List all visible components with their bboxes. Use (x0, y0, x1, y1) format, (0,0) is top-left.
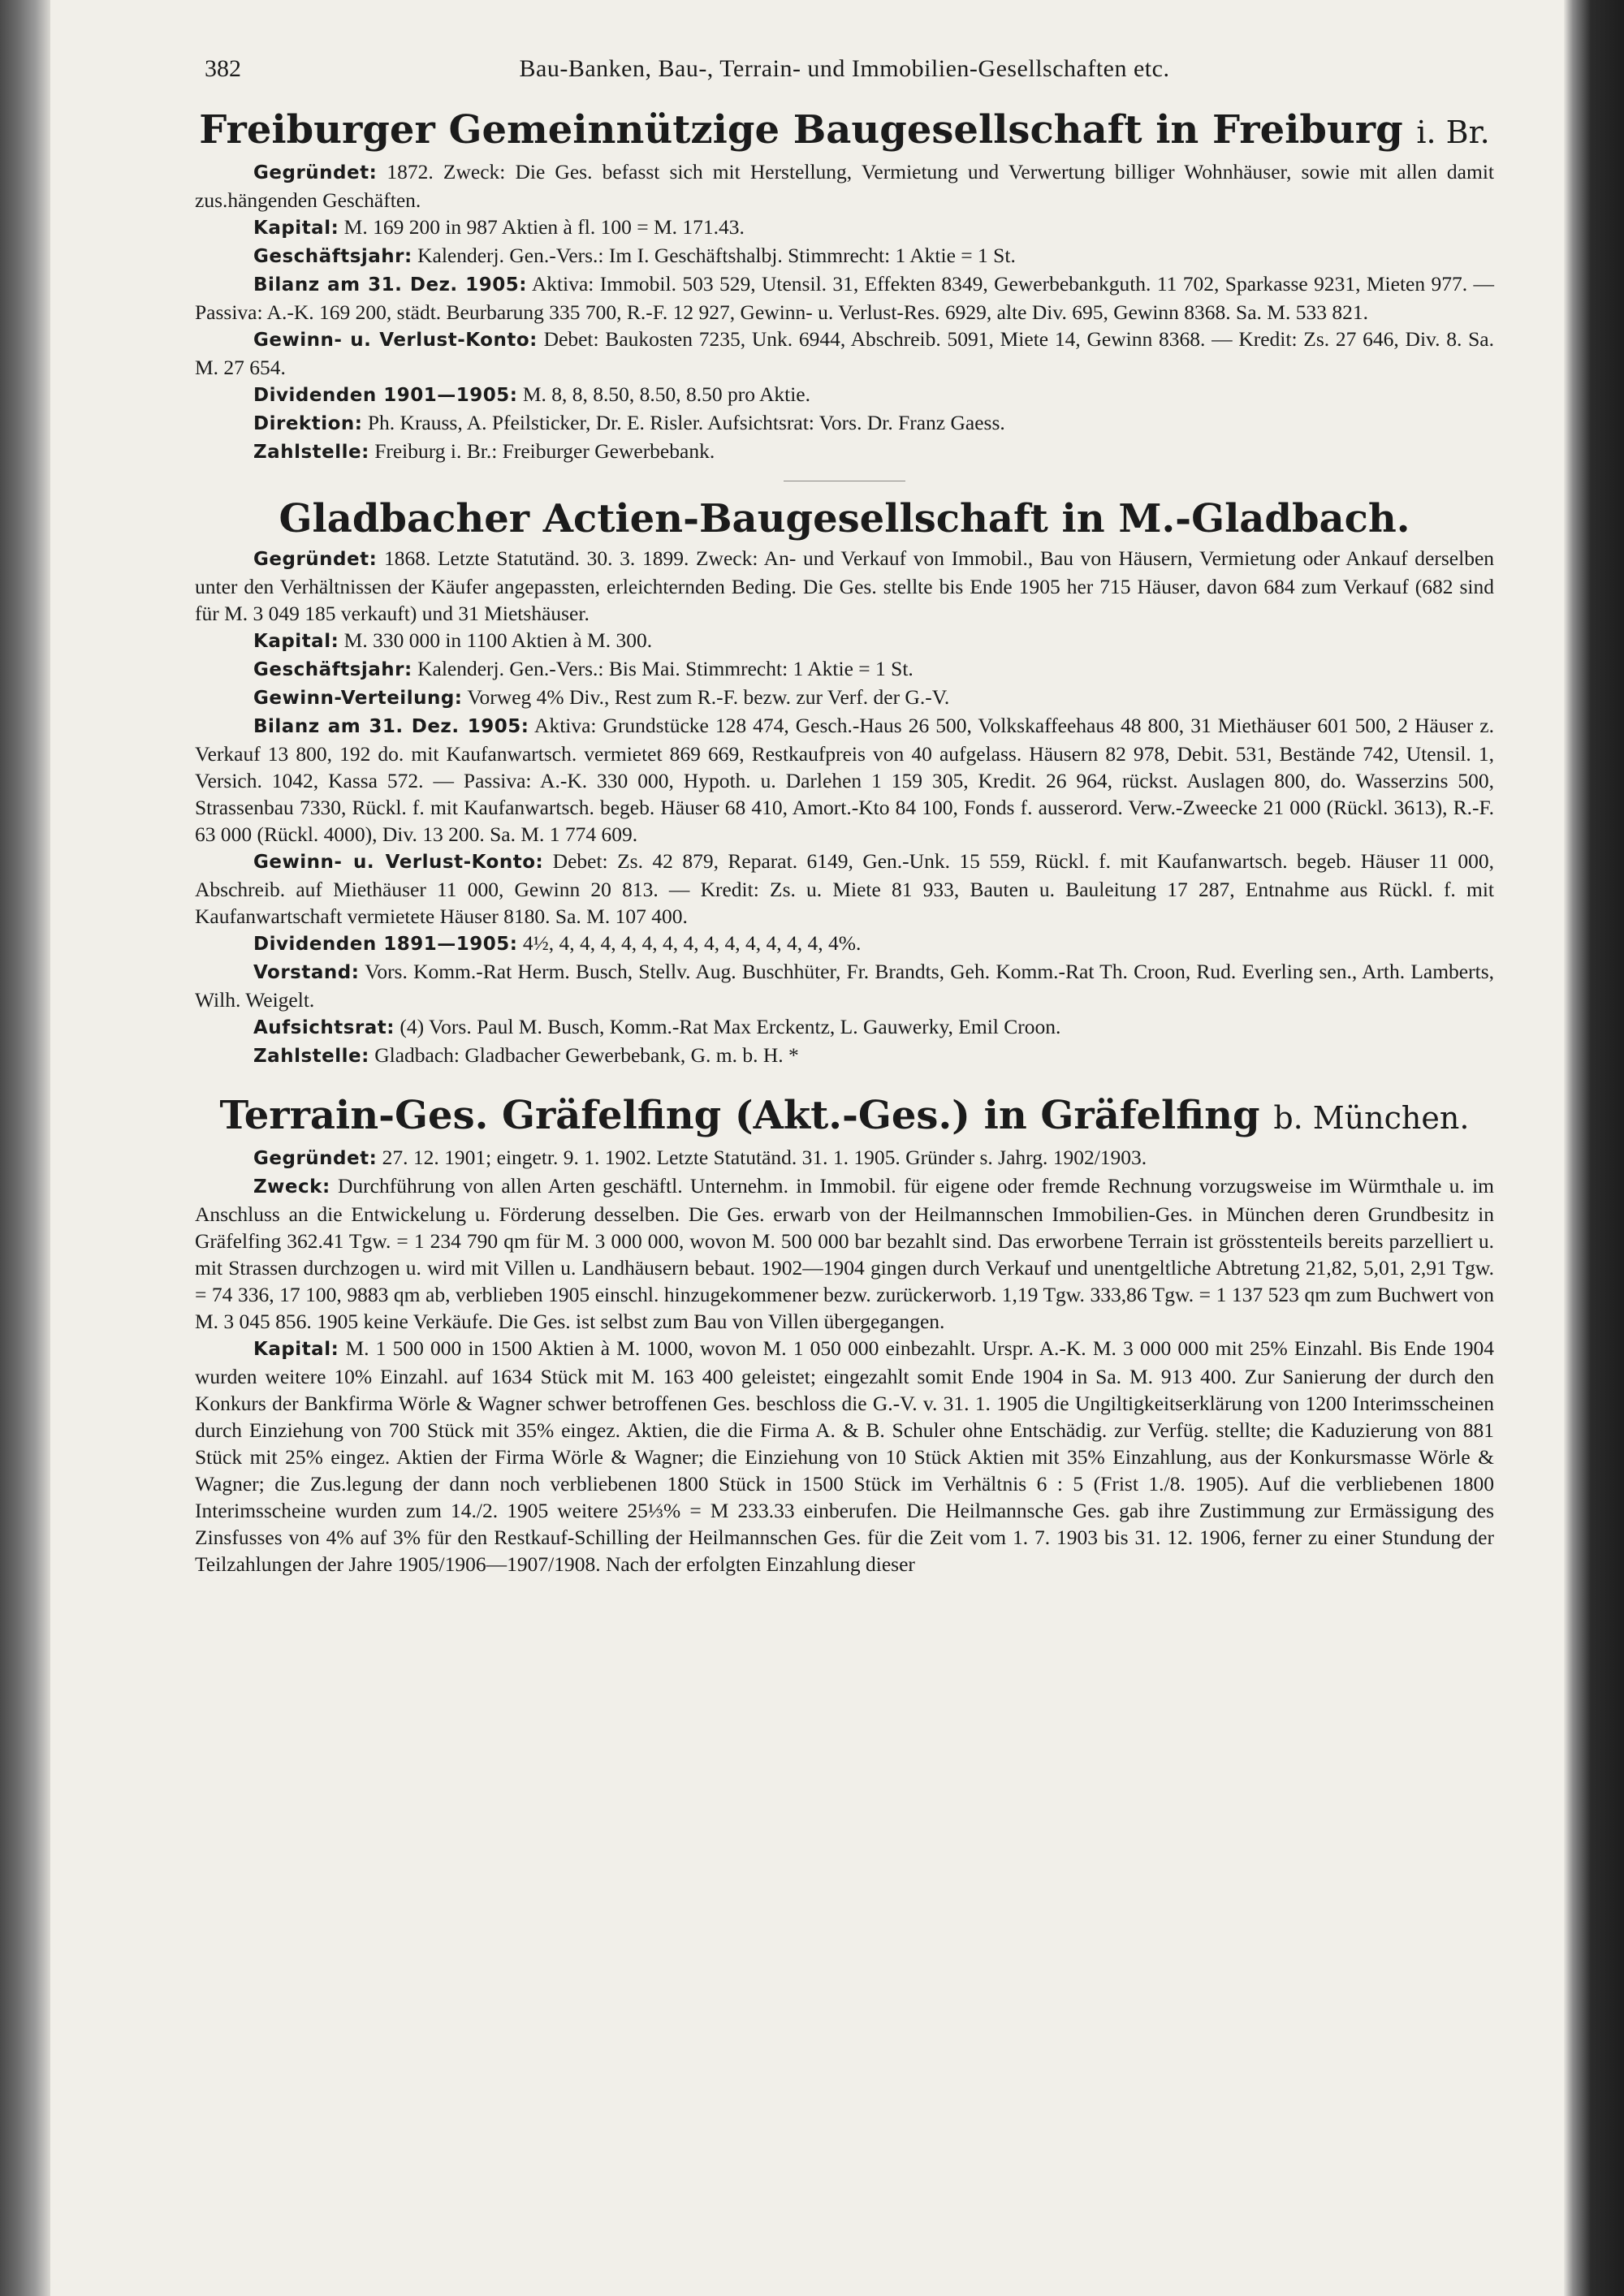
entry-paragraph: Gegründet: 1868. Letzte Statutänd. 30. 3. 1899. Zweck: An- und Verkauf von Immobil., Bau von Häusern, Vermietung oder Ankauf derselben unter den Verhältnissen der Käufer angepassten, erleichternden Beding. Die Ges. stellte bis Ende 1905 her 715 Häuser, davon 684 zum Verkauf (682 sind für M. 3 049 185 verkauft) und 31 Mietshäuser. (195, 546, 1495, 625)
scan-border-left (0, 0, 50, 2296)
entry-paragraph: Gegründet: 27. 12. 1901; eingetr. 9. 1. 1902. Letzte Statutänd. 31. 1. 1905. Gründer s. Jahrg. 1902/1903. (253, 1146, 1147, 1169)
company-title: Gladbacher Actien-Baugesellschaft in M.-Gladbach. (279, 496, 1410, 542)
company-title: Terrain-Ges. Gräfelfing (Akt.-Ges.) in Gräfelfing b. München. (219, 1093, 1470, 1138)
running-header (195, 55, 1494, 91)
entry-paragraph: Zahlstelle: Freiburg i. Br.: Freiburger Gewerbebank. (253, 439, 715, 463)
company-entry-freiburger (195, 106, 1494, 466)
entry-paragraph: Aufsichtsrat: (4) Vors. Paul M. Busch, Komm.-Rat Max Erckentz, L. Gauwerky, Emil Croon. (253, 1015, 1061, 1038)
running-title: Bau-Banken, Bau-, Terrain- und Immobilien-Gesellschaften etc. (519, 55, 1170, 82)
entry-paragraph: Kapital: M. 330 000 in 1100 Aktien à M. 300. (253, 628, 653, 652)
entry-paragraph: Bilanz am 31. Dez. 1905: Aktiva: Immobil. 503 529, Utensil. 31, Effekten 8349, Gewerbebankguth. 11 702, Sparkasse 9231, Mieten 977. — Passiva: A.-K. 169 200, städt. Beurbarung 335 700, R.-F. 12 927, Gewinn- u. Verlust-Res. 6929, alte Div. 695, Gewinn 8368. Sa. M. 533 821. (195, 272, 1494, 324)
scan-border-right (1564, 0, 1624, 2296)
entry-paragraph: Geschäftsjahr: Kalenderj. Gen.-Vers.: Bis Mai. Stimmrecht: 1 Aktie = 1 St. (253, 657, 914, 680)
entry-paragraph: Zahlstelle: Gladbach: Gladbacher Gewerbebank, G. m. b. H. * (253, 1043, 799, 1067)
page-number: 382 (205, 55, 241, 82)
entry-paragraph: Direktion: Ph. Krauss, A. Pfeilsticker, Dr. E. Risler. Aufsichtsrat: Vors. Dr. Franz Gaess. (253, 411, 1005, 434)
section-spacer (195, 1070, 1494, 1091)
document-page (195, 55, 1494, 1577)
entry-paragraph: Dividenden 1901—1905: M. 8, 8, 8.50, 8.50, 8.50 pro Aktie. (253, 382, 811, 406)
entry-paragraph: Gewinn-Verteilung: Vorweg 4% Div., Rest zum R.-F. bezw. zur Verf. der G.-V. (253, 685, 950, 709)
entry-paragraph: Zweck: Durchführung von allen Arten geschäftl. Unternehm. in Immobil. für eigene oder fremde Rechnung vorzugsweise im Würmthale u. im Anschluss an die Entwickelung u. Förderung desselben. Die Ges. erwarb von der Heilmannschen Immobilien-Ges. in München deren Grundbesitz in Gräfelfing 362.41 Tgw. = 1 234 790 qm für M. 3 000 000, wovon M. 500 000 bar bezahlt sind. Das erworbene Terrain ist grösstenteils bereits parzelliert u. mit Strassen durchzogen u. wird mit Villen u. Landhäusern bebaut. 1902—1904 gingen durch Verkauf und unentgeltliche Abtretung 21,82, 5,01, 2,91 Tgw. = 74 336, 17 100, 9883 qm ab, verblieben 1905 einschl. hinzugekommener bezw. zurückerworb. 1,19 Tgw. 333,86 Tgw. = 1 137 523 qm zum Buchwert von M. 3 045 856. 1905 keine Verkäufe. Die Ges. ist selbst zum Bau von Villen übergegangen. (195, 1174, 1495, 1333)
entry-paragraph: Gewinn- u. Verlust-Konto: Debet: Zs. 42 879, Reparat. 6149, Gen.-Unk. 15 559, Rückl. f. mit Kaufanwartsch. begeb. Häuser 11 000, Abschreib. auf Miethäuser 11 000, Gewinn 20 813. — Kredit: Zs. u. Miete 81 933, Bauten u. Bauleitung 17 287, Entnahme aus Rückl. f. mit Kaufanwartschaft vermietete Häuser 8180. Sa. M. 107 400. (195, 849, 1495, 928)
company-title: Freiburger Gemeinnützige Baugesellschaft in Freiburg i. Br. (199, 107, 1490, 153)
entry-paragraph: Vorstand: Vors. Komm.-Rat Herm. Busch, Stellv. Aug. Buschhüter, Fr. Brandts, Geh. Komm.-Rat Th. Croon, Rud. Everling sen., Arth. Lamberts, Wilh. Weigelt. (195, 960, 1494, 1012)
entry-paragraph: Kapital: M. 1 500 000 in 1500 Aktien à M. 1000, wovon M. 1 050 000 einbezahlt. Urspr. A.-K. M. 3 000 000 mit 25% Einzahl. Bis Ende 1904 wurden weitere 10% Einzahl. auf 1634 Stück mit M. 163 400 geleistet; eingezahlt somit Ende 1904 in Sa. M. 913 400. Zur Sanierung der durch den Konkurs der Bankfirma Wörle & Wagner schwer betroffenen Ges. beschloss die G.-V. v. 31. 1. 1905 die Ungiltigkeitserklärung von 1200 Interimsscheinen durch Einziehung von 700 Stück mit 35% eingez. Aktien, die die Firma A. & B. Schuler ohne Entschädig. zur Verfüg. stellte; die Kaduzierung von 881 Stück mit 25% eingez. Aktien der Firma Wörle & Wagner; die Einziehung von 10 Stück Aktien mit 35% Einzahlung, aus der Konkursmasse Wörle & Wagner; die Zus.legung der dann noch verbliebenen 1800 Stück in 1500 Stück im Verhältnis 6 : 5 (Frist 1./8. 1905). Auf die verbliebenen 1800 Interimsscheine wurden zum 14./2. 1905 weitere 25⅓% = M 233.33 einberufen. Die Heilmannsche Ges. gab ihre Zustimmung zur Ermässigung des Zinsfusses von 4% auf 3% für den Restkauf-Schilling der Heilmannschen Ges. für die Zeit vom 1. 7. 1903 bis 31. 12. 1906, ferner zu einer Stundung der Teilzahlungen der Jahre 1905/1906—1907/1908. Nach der erfolgten Einzahlung dieser (195, 1336, 1495, 1576)
entry-paragraph: Gegründet: 1872. Zweck: Die Ges. befasst sich mit Herstellung, Vermietung und Verwertung billiger Wohnhäuser, sowie mit allen damit zus.hängenden Geschäften. (195, 160, 1494, 212)
entry-paragraph: Dividenden 1891—1905: 4½, 4, 4, 4, 4, 4, 4, 4, 4, 4, 4, 4, 4, 4, 4%. (253, 931, 862, 955)
entry-paragraph: Gewinn- u. Verlust-Konto: Debet: Baukosten 7235, Unk. 6944, Abschreib. 5091, Miete 14, Gewinn 8368. — Kredit: Zs. 27 646, Div. 8. Sa. M. 27 654. (195, 327, 1494, 379)
entry-paragraph: Geschäftsjahr: Kalenderj. Gen.-Vers.: Im I. Geschäftshalbj. Stimmrecht: 1 Aktie = 1 St. (253, 244, 1016, 267)
company-entry-gladbacher (195, 494, 1494, 1070)
entry-paragraph: Bilanz am 31. Dez. 1905: Aktiva: Grundstücke 128 474, Gesch.-Haus 26 500, Volkskaffeehaus 48 800, 31 Miethäuser 601 500, 2 Häuser z. Verkauf 13 800, 192 do. mit Kaufanwartsch. vermietet 869 669, Restkaufpreis von 40 aufgelass. Häusern 82 978, Debit. 531, Bestände 742, Utensil. 1, Versich. 1042, Kassa 572. — Passiva: A.-K. 330 000, Hypoth. u. Darlehen 1 159 305, Kredit. 26 964, rückst. Auslagen 800, do. Wasserzins 500, Strassenbau 7330, Rückl. f. mit Kaufanwartsch. begeb. Häuser 68 410, Amort.-Kto 84 100, Fonds f. ausserord. Verw.-Zweecke 21 000 (Rückl. 3613), R.-F. 63 000 (Rückl. 4000), Div. 13 200. Sa. M. 1 774 609. (195, 714, 1495, 846)
company-entry-graefelfing (195, 1091, 1494, 1577)
entry-paragraph: Kapital: M. 169 200 in 987 Aktien à fl. 100 = M. 171.43. (253, 215, 745, 239)
